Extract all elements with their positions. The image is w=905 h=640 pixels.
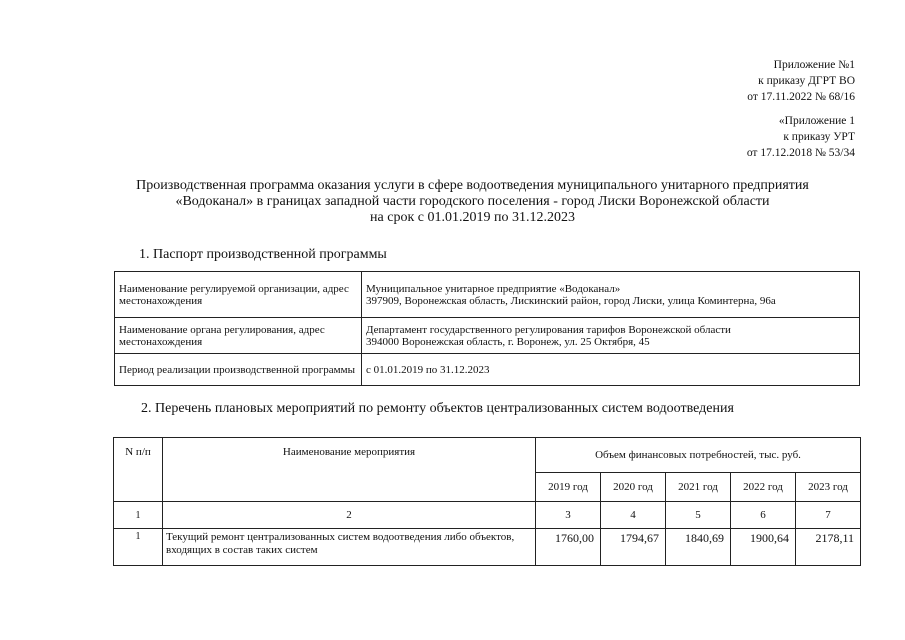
appendix-line: к приказу УРТ [783, 131, 855, 143]
passport-label: Период реализации производственной программы [115, 354, 362, 386]
column-header-name: Наименование мероприятия [163, 438, 536, 502]
amount-cell: 1794,67 [601, 529, 666, 566]
amount-cell: 2178,11 [796, 529, 861, 566]
passport-value-line: 397909, Воронежская область, Лискинский район, город Лиски, улица Коминтерна, 96а [366, 294, 776, 307]
amount-cell: 1900,64 [731, 529, 796, 566]
passport-value [362, 272, 860, 318]
appendix-line: от 17.12.2018 № 53/34 [746, 147, 855, 159]
passport-value-line: Департамент государственного регулирования тарифов Воронежской области [366, 323, 731, 336]
column-index: 7 [796, 502, 861, 529]
title-line: «Водоканал» в границах западной части городского поселения - город Лиски Воронежской области [175, 194, 770, 209]
appendix-header-original [747, 113, 855, 161]
passport-row [115, 272, 860, 318]
passport-row [115, 354, 860, 386]
repair-plan-table [113, 437, 861, 566]
activity-name: Текущий ремонт централизованных систем водоотведения либо объектов, входящих в состав таких систем [163, 529, 536, 566]
year-header: 2019 год [536, 473, 601, 502]
passport-label: Наименование органа регулирования, адрес местонахождения [115, 318, 362, 354]
passport-label: Наименование регулируемой организации, адрес местонахождения [115, 272, 362, 318]
passport-row [115, 318, 860, 354]
year-header: 2021 год [666, 473, 731, 502]
title-line: на срок с 01.01.2019 по 31.12.2023 [370, 210, 575, 225]
row-number: 1 [114, 529, 163, 566]
column-index: 2 [163, 502, 536, 529]
passport-value-line: с 01.01.2019 по 31.12.2023 [366, 363, 490, 376]
passport-value [362, 354, 860, 386]
document-title [100, 178, 845, 226]
appendix-line: «Приложение 1 [778, 115, 855, 127]
amount-cell: 1760,00 [536, 529, 601, 566]
section-1-heading: 1. Паспорт производственной программы [139, 247, 387, 262]
column-index-row [114, 502, 861, 529]
column-index: 3 [536, 502, 601, 529]
column-index: 6 [731, 502, 796, 529]
year-header: 2023 год [796, 473, 861, 502]
column-header-number: N п/п [114, 438, 163, 502]
column-index: 4 [601, 502, 666, 529]
passport-value-line: Муниципальное унитарное предприятие «Водоканал» [366, 282, 621, 295]
appendix-line: от 17.11.2022 № 68/16 [747, 91, 855, 103]
amount-cell: 1840,69 [666, 529, 731, 566]
title-line: Производственная программа оказания услуги в сфере водоотведения муниципального унитарного предприятия [136, 178, 809, 193]
passport-value [362, 318, 860, 354]
passport-table [114, 271, 860, 386]
column-index: 5 [666, 502, 731, 529]
year-header: 2020 год [601, 473, 666, 502]
column-header-financing: Объем финансовых потребностей, тыс. руб. [536, 438, 861, 473]
appendix-line: к приказу ДГРТ ВО [758, 75, 855, 87]
column-index: 1 [114, 502, 163, 529]
section-2-heading: 2. Перечень плановых мероприятий по ремонту объектов централизованных систем водоотведения [141, 401, 734, 416]
table-row [114, 529, 861, 566]
appendix-line: Приложение №1 [773, 59, 855, 71]
year-header: 2022 год [731, 473, 796, 502]
header-row [114, 438, 861, 473]
appendix-header-current [747, 57, 855, 105]
passport-value-line: 394000 Воронежская область, г. Воронеж, ул. 25 Октября, 45 [366, 335, 650, 348]
